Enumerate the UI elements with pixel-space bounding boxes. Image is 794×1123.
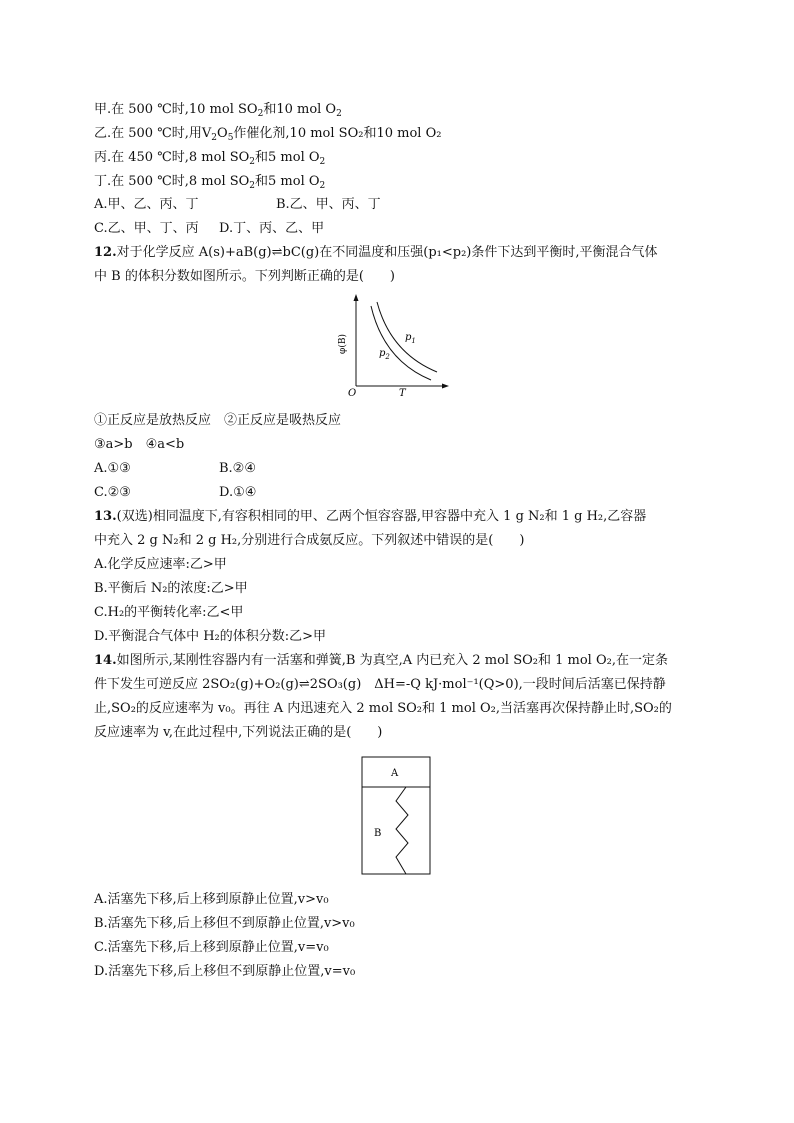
q12-label-p2-sub: 2: [385, 353, 390, 361]
q11-answer-b: B.乙、甲、丙、丁: [276, 197, 381, 212]
q12-x-arrow: [442, 384, 449, 389]
q11-option-yi: 乙.在 500 ℃时,用$V_2O_5$作催化剂,10 mol SO₂和10 mol O₂: [94, 126, 442, 143]
q13-option-c: C.H₂的平衡转化率:乙<甲: [94, 605, 244, 620]
q13-option-d: D.平衡混合气体中 H₂的体积分数:乙>甲: [94, 629, 327, 644]
q14-label-a: A: [391, 768, 399, 779]
q12-curve-p2: [371, 306, 431, 380]
q12-origin: O: [348, 388, 357, 399]
q14-stem-line1: 14.如图所示,某刚性容器内有一活塞和弹簧,B 为真空,A 内已充入 2 mol SO₂和 1 mol O₂,在一定条: [94, 653, 668, 668]
q12-statements-2: ③a>b ④a<b: [94, 437, 185, 452]
q14-stem-line3: 止,SO₂的反应速率为 v₀。再往 A 内迅速充入 2 mol SO₂和 1 mol O₂,当活塞再次保持静止时,SO₂的: [94, 701, 672, 716]
svg-text:p2: [379, 348, 390, 361]
q11-option-bing: 丙.在 450 ℃时,8 mol $SO_2$和5 mol $O_2$: [94, 150, 326, 167]
q13-option-b: B.平衡后 N₂的浓度:乙>甲: [94, 581, 248, 596]
q12-xlabel: T: [399, 388, 406, 399]
q13-option-a: A.化学反应速率:乙>甲: [94, 557, 227, 572]
q14-option-b: B.活塞先下移,后上移但不到原静止位置,v>v₀: [94, 916, 355, 931]
q11-answer-a: A.甲、乙、丙、丁: [94, 197, 199, 212]
q14-container-diagram: [360, 756, 432, 876]
q11-answer-d: D.丁、丙、乙、甲: [219, 221, 325, 236]
q13-stem-line2: 中充入 2 g N₂和 2 g H₂,分别进行合成氨反应。下列叙述中错误的是( ): [94, 533, 525, 548]
q13-number: 13.: [94, 509, 117, 524]
svg-text:p1: [405, 332, 416, 345]
q14-stem-line4: 反应速率为 v,在此过程中,下列说法正确的是( ): [94, 725, 383, 740]
q12-stem-line2: 中 B 的体积分数如图所示。下列判断正确的是( ): [94, 269, 395, 284]
q11-option-jia: 甲.在 500 ℃时,10 mol $SO_2$和10 mol $O_2$: [94, 102, 342, 119]
q12-number: 12.: [94, 245, 117, 260]
q12-answer-b: B.②④: [219, 461, 256, 476]
q11-option-ding: 丁.在 500 ℃时,8 mol $SO_2$和5 mol $O_2$: [94, 174, 326, 191]
q12-graph: [335, 292, 455, 402]
q14-option-c: C.活塞先下移,后上移到原静止位置,v=v₀: [94, 940, 329, 955]
q14-stem-line2: 件下发生可逆反应 2SO₂(g)+O₂(g)⇌2SO₃(g) ΔH=-Q kJ·mol⁻¹(Q>0),一段时间后活塞已保持静: [94, 677, 666, 692]
q14-option-d: D.活塞先下移,后上移但不到原静止位置,v=v₀: [94, 964, 356, 979]
q12-label-p1: p: [405, 332, 412, 343]
q12-answer-c: C.②③: [94, 485, 131, 500]
q11-answer-c: C.乙、甲、丁、丙: [94, 221, 199, 236]
q14-spring: [396, 787, 408, 874]
q12-answer-d: D.①④: [219, 485, 257, 500]
q12-label-p2: p: [379, 348, 386, 359]
q12-stem-line1: 12.对于化学反应 A(s)+aB(g)⇌bC(g)在不同温度和压强(p₁<p₂)条件下达到平衡时,平衡混合气体: [94, 245, 658, 260]
q12-ylabel: φ(B): [338, 334, 348, 354]
q14-label-b: B: [374, 828, 382, 839]
q12-answer-a: A.①③: [94, 461, 131, 476]
q12-y-arrow: [354, 294, 359, 301]
q13-stem-line1: 13.(双选)相同温度下,有容积相同的甲、乙两个恒容容器,甲容器中充入 1 g N₂和 1 g H₂,乙容器: [94, 509, 647, 524]
q12-label-p1-sub: 1: [411, 337, 416, 345]
q14-number: 14.: [94, 653, 117, 668]
q14-option-a: A.活塞先下移,后上移到原静止位置,v>v₀: [94, 892, 329, 907]
q12-statements-1: ①正反应是放热反应 ②正反应是吸热反应: [94, 413, 342, 428]
